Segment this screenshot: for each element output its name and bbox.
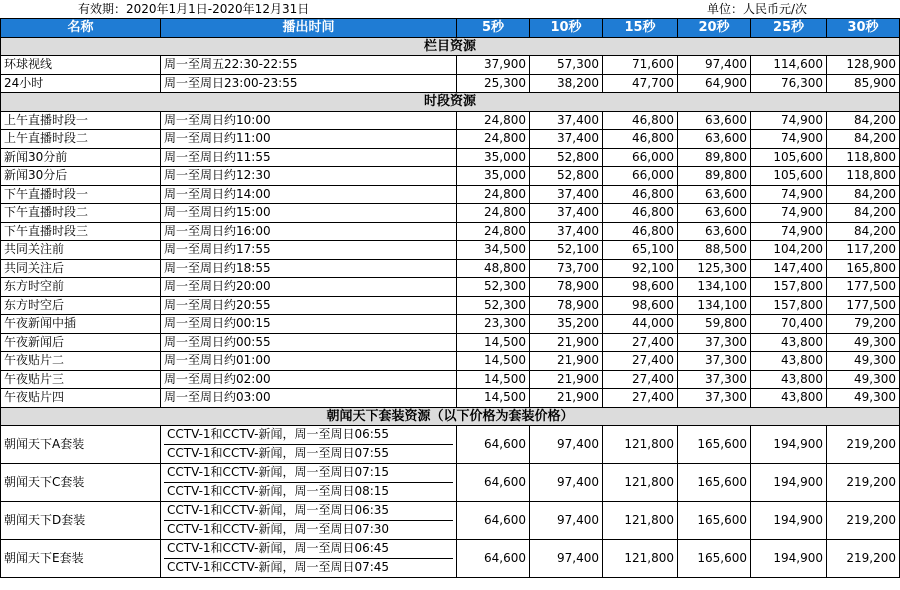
price-cell: 117,200 — [827, 241, 900, 260]
price-cell: 89,800 — [678, 148, 751, 167]
package-price-cell: 219,200 — [827, 502, 900, 540]
program-name: 上午直播时段一 — [1, 111, 161, 130]
air-time: 周一至周日约20:00 — [161, 278, 457, 297]
price-cell: 43,800 — [751, 352, 827, 371]
air-time: 周一至周日23:00-23:55 — [161, 74, 457, 93]
package-air-time: CCTV-1和CCTV-新闻，周一至周日07:30 — [167, 522, 390, 536]
program-name: 共同关注后 — [1, 259, 161, 278]
table-row — [1, 204, 900, 223]
price-cell: 85,900 — [827, 74, 900, 93]
price-cell: 63,600 — [678, 130, 751, 149]
table-row — [1, 74, 900, 93]
column-header-row — [1, 19, 900, 38]
package-price-cell: 165,600 — [678, 540, 751, 578]
package-air-time: CCTV-1和CCTV-新闻，周一至周日07:15 — [164, 464, 453, 483]
price-cell: 98,600 — [603, 296, 678, 315]
price-cell: 98,600 — [603, 278, 678, 297]
price-cell: 84,200 — [827, 111, 900, 130]
package-row — [1, 502, 900, 540]
air-time: 周一至周日约12:30 — [161, 167, 457, 186]
price-cell: 46,800 — [603, 130, 678, 149]
price-cell: 24,800 — [457, 111, 530, 130]
price-cell: 37,400 — [530, 185, 603, 204]
price-cell: 27,400 — [603, 333, 678, 352]
price-cell: 78,900 — [530, 296, 603, 315]
price-cell: 37,300 — [678, 352, 751, 371]
col-header-5s: 5秒 — [457, 19, 530, 38]
price-cell: 165,800 — [827, 259, 900, 278]
price-cell: 92,100 — [603, 259, 678, 278]
price-cell: 34,500 — [457, 241, 530, 260]
table-row — [1, 259, 900, 278]
program-name: 午夜新闻后 — [1, 333, 161, 352]
section-header-row — [1, 37, 900, 56]
price-cell: 47,700 — [603, 74, 678, 93]
program-name: 下午直播时段二 — [1, 204, 161, 223]
package-price-cell: 64,600 — [457, 502, 530, 540]
price-cell: 118,800 — [827, 167, 900, 186]
price-cell: 37,300 — [678, 333, 751, 352]
air-time: 周一至周日约11:00 — [161, 130, 457, 149]
col-header-25s: 25秒 — [751, 19, 827, 38]
package-row — [1, 540, 900, 578]
section-header-row — [1, 93, 900, 112]
price-cell: 49,300 — [827, 333, 900, 352]
program-name: 新闻30分后 — [1, 167, 161, 186]
price-cell: 27,400 — [603, 370, 678, 389]
price-cell: 134,100 — [678, 296, 751, 315]
package-air-time: CCTV-1和CCTV-新闻，周一至周日08:15 — [167, 484, 390, 498]
price-cell: 114,600 — [751, 56, 827, 75]
price-cell: 35,000 — [457, 148, 530, 167]
col-header-name: 名称 — [1, 19, 161, 38]
price-cell: 23,300 — [457, 315, 530, 334]
package-air-times — [161, 502, 457, 540]
price-cell: 43,800 — [751, 370, 827, 389]
table-row — [1, 296, 900, 315]
package-price-cell: 165,600 — [678, 502, 751, 540]
price-cell: 66,000 — [603, 148, 678, 167]
package-price-cell: 219,200 — [827, 464, 900, 502]
program-name: 新闻30分前 — [1, 148, 161, 167]
price-cell: 48,800 — [457, 259, 530, 278]
price-cell: 177,500 — [827, 278, 900, 297]
price-cell: 84,200 — [827, 204, 900, 223]
price-cell: 27,400 — [603, 352, 678, 371]
price-cell: 52,300 — [457, 296, 530, 315]
col-header-10s: 10秒 — [530, 19, 603, 38]
price-cell: 74,900 — [751, 204, 827, 223]
top-info-bar — [0, 0, 900, 18]
air-time: 周一至周日约00:15 — [161, 315, 457, 334]
air-time: 周一至周日约00:55 — [161, 333, 457, 352]
price-cell: 88,500 — [678, 241, 751, 260]
section-title: 栏目资源 — [1, 37, 900, 56]
price-cell: 125,300 — [678, 259, 751, 278]
air-time: 周一至周五22:30-22:55 — [161, 56, 457, 75]
price-cell: 134,100 — [678, 278, 751, 297]
price-cell: 105,600 — [751, 148, 827, 167]
package-price-cell: 121,800 — [603, 502, 678, 540]
price-cell: 25,300 — [457, 74, 530, 93]
rate-card-table — [0, 18, 900, 578]
table-row — [1, 130, 900, 149]
program-name: 下午直播时段一 — [1, 185, 161, 204]
air-time: 周一至周日约10:00 — [161, 111, 457, 130]
table-row — [1, 185, 900, 204]
price-cell: 79,200 — [827, 315, 900, 334]
price-cell: 27,400 — [603, 389, 678, 408]
price-cell: 21,900 — [530, 333, 603, 352]
package-price-cell: 64,600 — [457, 540, 530, 578]
price-cell: 84,200 — [827, 130, 900, 149]
package-price-cell: 194,900 — [751, 426, 827, 464]
price-cell: 74,900 — [751, 130, 827, 149]
package-price-cell: 64,600 — [457, 464, 530, 502]
col-header-30s: 30秒 — [827, 19, 900, 38]
price-cell: 78,900 — [530, 278, 603, 297]
package-row — [1, 426, 900, 464]
section-header-row — [1, 407, 900, 426]
package-price-cell: 194,900 — [751, 464, 827, 502]
program-name: 东方时空后 — [1, 296, 161, 315]
validity-period: 有效期：2020年1月1日-2020年12月31日 — [78, 2, 310, 16]
package-price-cell: 121,800 — [603, 426, 678, 464]
price-cell: 24,800 — [457, 204, 530, 223]
price-cell: 89,800 — [678, 167, 751, 186]
package-air-time: CCTV-1和CCTV-新闻，周一至周日06:55 — [164, 426, 453, 445]
section-title: 朝闻天下套装资源（以下价格为套装价格） — [1, 407, 900, 426]
price-cell: 63,600 — [678, 204, 751, 223]
air-time: 周一至周日约17:55 — [161, 241, 457, 260]
price-cell: 14,500 — [457, 370, 530, 389]
package-price-cell: 97,400 — [530, 502, 603, 540]
price-cell: 74,900 — [751, 111, 827, 130]
price-cell: 21,900 — [530, 389, 603, 408]
price-cell: 14,500 — [457, 389, 530, 408]
program-name: 环球视线 — [1, 56, 161, 75]
air-time: 周一至周日约18:55 — [161, 259, 457, 278]
package-price-cell: 97,400 — [530, 426, 603, 464]
price-cell: 46,800 — [603, 185, 678, 204]
table-row — [1, 222, 900, 241]
package-name: 朝闻天下D套装 — [1, 502, 161, 540]
price-cell: 43,800 — [751, 389, 827, 408]
package-price-cell: 194,900 — [751, 502, 827, 540]
col-header-time: 播出时间 — [161, 19, 457, 38]
price-cell: 37,300 — [678, 370, 751, 389]
package-price-cell: 64,600 — [457, 426, 530, 464]
package-air-times — [161, 464, 457, 502]
price-cell: 37,400 — [530, 222, 603, 241]
air-time: 周一至周日约14:00 — [161, 185, 457, 204]
package-price-cell: 165,600 — [678, 426, 751, 464]
package-price-cell: 97,400 — [530, 464, 603, 502]
table-row — [1, 148, 900, 167]
price-cell: 21,900 — [530, 352, 603, 371]
price-cell: 63,600 — [678, 222, 751, 241]
package-name: 朝闻天下E套装 — [1, 540, 161, 578]
price-cell: 63,600 — [678, 185, 751, 204]
package-air-time: CCTV-1和CCTV-新闻，周一至周日06:35 — [164, 502, 453, 521]
package-row — [1, 464, 900, 502]
price-cell: 105,600 — [751, 167, 827, 186]
price-cell: 59,800 — [678, 315, 751, 334]
price-cell: 128,900 — [827, 56, 900, 75]
program-name: 午夜贴片三 — [1, 370, 161, 389]
package-price-cell: 165,600 — [678, 464, 751, 502]
package-air-times — [161, 540, 457, 578]
package-price-cell: 219,200 — [827, 540, 900, 578]
program-name: 东方时空前 — [1, 278, 161, 297]
price-cell: 66,000 — [603, 167, 678, 186]
package-price-cell: 121,800 — [603, 464, 678, 502]
program-name: 共同关注前 — [1, 241, 161, 260]
price-cell: 44,000 — [603, 315, 678, 334]
price-cell: 57,300 — [530, 56, 603, 75]
program-name: 午夜新闻中插 — [1, 315, 161, 334]
program-name: 上午直播时段二 — [1, 130, 161, 149]
price-cell: 118,800 — [827, 148, 900, 167]
price-cell: 73,700 — [530, 259, 603, 278]
price-cell: 157,800 — [751, 278, 827, 297]
price-cell: 37,900 — [457, 56, 530, 75]
price-cell: 37,400 — [530, 204, 603, 223]
price-cell: 147,400 — [751, 259, 827, 278]
package-price-cell: 121,800 — [603, 540, 678, 578]
price-cell: 65,100 — [603, 241, 678, 260]
price-cell: 49,300 — [827, 370, 900, 389]
package-price-cell: 219,200 — [827, 426, 900, 464]
price-cell: 74,900 — [751, 185, 827, 204]
price-cell: 52,100 — [530, 241, 603, 260]
program-name: 24小时 — [1, 74, 161, 93]
price-cell: 71,600 — [603, 56, 678, 75]
table-row — [1, 389, 900, 408]
price-cell: 46,800 — [603, 111, 678, 130]
price-cell: 43,800 — [751, 333, 827, 352]
program-name: 午夜贴片四 — [1, 389, 161, 408]
table-row — [1, 333, 900, 352]
table-row — [1, 56, 900, 75]
table-row — [1, 370, 900, 389]
program-name: 午夜贴片二 — [1, 352, 161, 371]
col-header-20s: 20秒 — [678, 19, 751, 38]
table-row — [1, 111, 900, 130]
price-cell: 24,800 — [457, 130, 530, 149]
price-cell: 177,500 — [827, 296, 900, 315]
price-cell: 52,800 — [530, 167, 603, 186]
package-price-cell: 194,900 — [751, 540, 827, 578]
price-cell: 38,200 — [530, 74, 603, 93]
col-header-15s: 15秒 — [603, 19, 678, 38]
package-price-cell: 97,400 — [530, 540, 603, 578]
package-name: 朝闻天下C套装 — [1, 464, 161, 502]
price-cell: 35,000 — [457, 167, 530, 186]
price-cell: 21,900 — [530, 370, 603, 389]
package-air-time: CCTV-1和CCTV-新闻，周一至周日07:55 — [167, 446, 390, 460]
price-cell: 37,300 — [678, 389, 751, 408]
price-cell: 49,300 — [827, 352, 900, 371]
table-row — [1, 241, 900, 260]
package-air-time: CCTV-1和CCTV-新闻，周一至周日06:45 — [164, 540, 453, 559]
program-name: 下午直播时段三 — [1, 222, 161, 241]
price-cell: 46,800 — [603, 222, 678, 241]
price-cell: 76,300 — [751, 74, 827, 93]
price-cell: 64,900 — [678, 74, 751, 93]
air-time: 周一至周日约15:00 — [161, 204, 457, 223]
price-cell: 97,400 — [678, 56, 751, 75]
package-air-time: CCTV-1和CCTV-新闻，周一至周日07:45 — [167, 560, 390, 574]
price-cell: 35,200 — [530, 315, 603, 334]
price-cell: 14,500 — [457, 333, 530, 352]
price-cell: 37,400 — [530, 130, 603, 149]
table-row — [1, 278, 900, 297]
package-name: 朝闻天下A套装 — [1, 426, 161, 464]
price-cell: 52,300 — [457, 278, 530, 297]
price-cell: 84,200 — [827, 222, 900, 241]
air-time: 周一至周日约01:00 — [161, 352, 457, 371]
table-row — [1, 167, 900, 186]
price-cell: 37,400 — [530, 111, 603, 130]
air-time: 周一至周日约02:00 — [161, 370, 457, 389]
package-air-times — [161, 426, 457, 464]
price-cell: 49,300 — [827, 389, 900, 408]
price-cell: 52,800 — [530, 148, 603, 167]
price-cell: 46,800 — [603, 204, 678, 223]
price-cell: 104,200 — [751, 241, 827, 260]
table-row — [1, 315, 900, 334]
price-cell: 84,200 — [827, 185, 900, 204]
price-cell: 63,600 — [678, 111, 751, 130]
air-time: 周一至周日约11:55 — [161, 148, 457, 167]
price-cell: 24,800 — [457, 185, 530, 204]
air-time: 周一至周日约03:00 — [161, 389, 457, 408]
price-cell: 157,800 — [751, 296, 827, 315]
price-cell: 14,500 — [457, 352, 530, 371]
price-cell: 70,400 — [751, 315, 827, 334]
air-time: 周一至周日约20:55 — [161, 296, 457, 315]
air-time: 周一至周日约16:00 — [161, 222, 457, 241]
currency-unit: 单位：人民币元/次 — [707, 2, 808, 16]
price-cell: 24,800 — [457, 222, 530, 241]
price-cell: 74,900 — [751, 222, 827, 241]
table-row — [1, 352, 900, 371]
section-title: 时段资源 — [1, 93, 900, 112]
